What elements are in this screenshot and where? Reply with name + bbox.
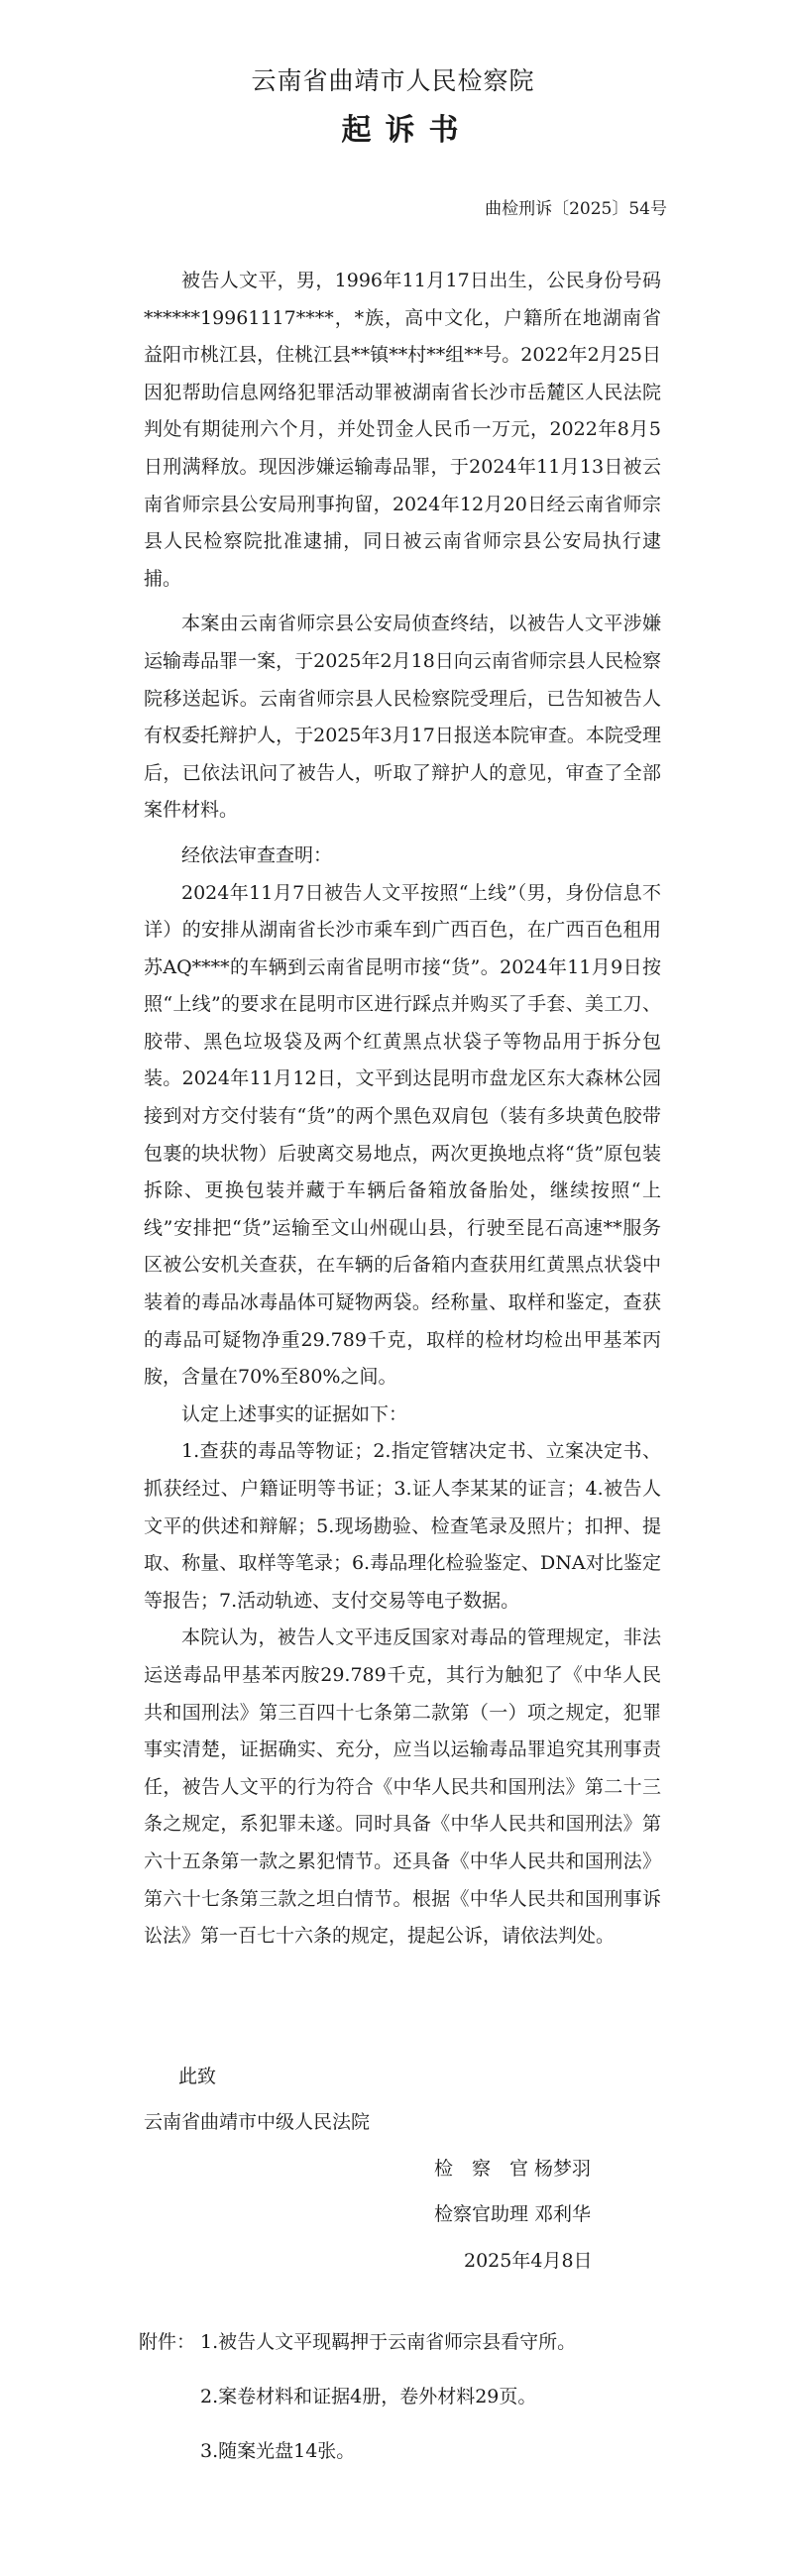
attachment-item: 1.被告人文平现羁押于云南省师宗县看守所。 — [200, 2331, 577, 2353]
paragraph-facts: 2024年11月7日被告人文平按照“上线”（男，身份信息不详）的安排从湖南省长沙市乘车到广西百色，在广西百色租用苏AQ****的车辆到云南省昆明市接“货”。2024年11月9日按照“上线”的要求在昆明市区进行踩点并购买了手套、美工刀、胶带、黑色垃圾袋及两个红黄黑点状袋子等物品用于拆分包装。2024年11月12日，文平到达昆明市盘龙区东大森林公园接到对方交付装有“货”的两个黑色双肩包（装有多块黄色胶带包裹的块状物）后驶离交易地点，两次更换地点将“货”原包装拆除、更换包装并藏于车辆后备箱放备胎处，继续按照“上线”安排把“货”运输至文山州砚山县，行驶至昆石高速**服务区被公安机关查获，在车辆的后备箱内查获用红黄黑点状袋中装着的毒品冰毒晶体可疑物两袋。经称量、取样和鉴定，查获的毒品可疑物净重29.789千克，取样的检材均检出甲基苯丙胺，含量在70%至80%之间。 — [144, 881, 661, 1389]
closing-salutation: 此致 — [178, 2066, 217, 2087]
organization-header: 云南省曲靖市人民检察院 — [251, 66, 535, 95]
closing-recipient: 云南省曲靖市中级人民法院 — [144, 2111, 371, 2133]
paragraph-case-procedure: 本案由云南省师宗县公安局侦查终结，以被告人文平涉嫌运输毒品罪一案，于2025年2月18日向云南省师宗县人民检察院移送起诉。云南省师宗县人民检察院受理后，已告知被告人有权委托辩护人，于2025年3月17日报送本院审查。本院受理后，已依法讯问了被告人，听取了辩护人的意见，审查了全部案件材料。 — [144, 613, 661, 822]
assistant-signature: 检察官助理 邓利华 — [434, 2203, 592, 2225]
paragraph-conclusion: 本院认为，被告人文平违反国家对毒品的管理规定，非法运送毒品甲基苯丙胺29.789千克，其行为触犯了《中华人民共和国刑法》第三百四十七条第二款第（一）项之规定，犯罪事实清楚，证据确实、充分，应当以运输毒品罪追究其刑事责任，被告人文平的行为符合《中华人民共和国刑法》第二十三条之规定，系犯罪未遂。同时具备《中华人民共和国刑法》第六十五条第一款之累犯情节。还具备《中华人民共和国刑法》第六十七条第三款之坦白情节。根据《中华人民共和国刑事诉讼法》第一百七十六条的规定，提起公诉，请依法判处。 — [144, 1626, 661, 1948]
prosecutor-signature: 检 察 官 杨梦羽 — [434, 2158, 592, 2180]
document-date: 2025年4月8日 — [464, 2250, 593, 2272]
document-title: 起诉书 — [341, 113, 473, 148]
document-body — [144, 263, 661, 1956]
paragraph-findings-heading: 经依法审查查明： — [181, 843, 333, 866]
attachment-item: 3.随案光盘14张。 — [200, 2440, 356, 2462]
attachments-label: 附件： — [139, 2331, 196, 2353]
paragraph-evidence-list: 1.查获的毒品等物证；2.指定管辖决定书、立案决定书、抓获经过、户籍证明等书证；3.证人李某某的证言；4.被告人文平的供述和辩解；5.现场勘验、检查笔录及照片；扣押、提取、称量、取样等笔录；6.毒品理化检验鉴定、DNA对比鉴定等报告；7.活动轨迹、支付交易等电子数据。 — [144, 1440, 661, 1612]
attachment-item: 2.案卷材料和证据4册，卷外材料29页。 — [200, 2386, 537, 2408]
document-number: 曲检刑诉〔2025〕54号 — [485, 199, 667, 219]
paragraph-defendant-info: 被告人文平，男，1996年11月17日出生，公民身份号码******19961117****，*族，高中文化，户籍所在地湖南省益阳市桃江县，住桃江县**镇**村**组**号。2022年2月25日因犯帮助信息网络犯罪活动罪被湖南省长沙市岳麓区人民法院判处有期徒刑六个月，并处罚金人民币一万元，2022年8月5日刑满释放。现因涉嫌运输毒品罪，于2024年11月13日被云南省师宗县公安局刑事拘留，2024年12月20日经云南省师宗县人民检察院批准逮捕，同日被云南省师宗县公安局执行逮捕。 — [144, 270, 661, 590]
paragraph-evidence-heading: 认定上述事实的证据如下： — [181, 1402, 408, 1425]
